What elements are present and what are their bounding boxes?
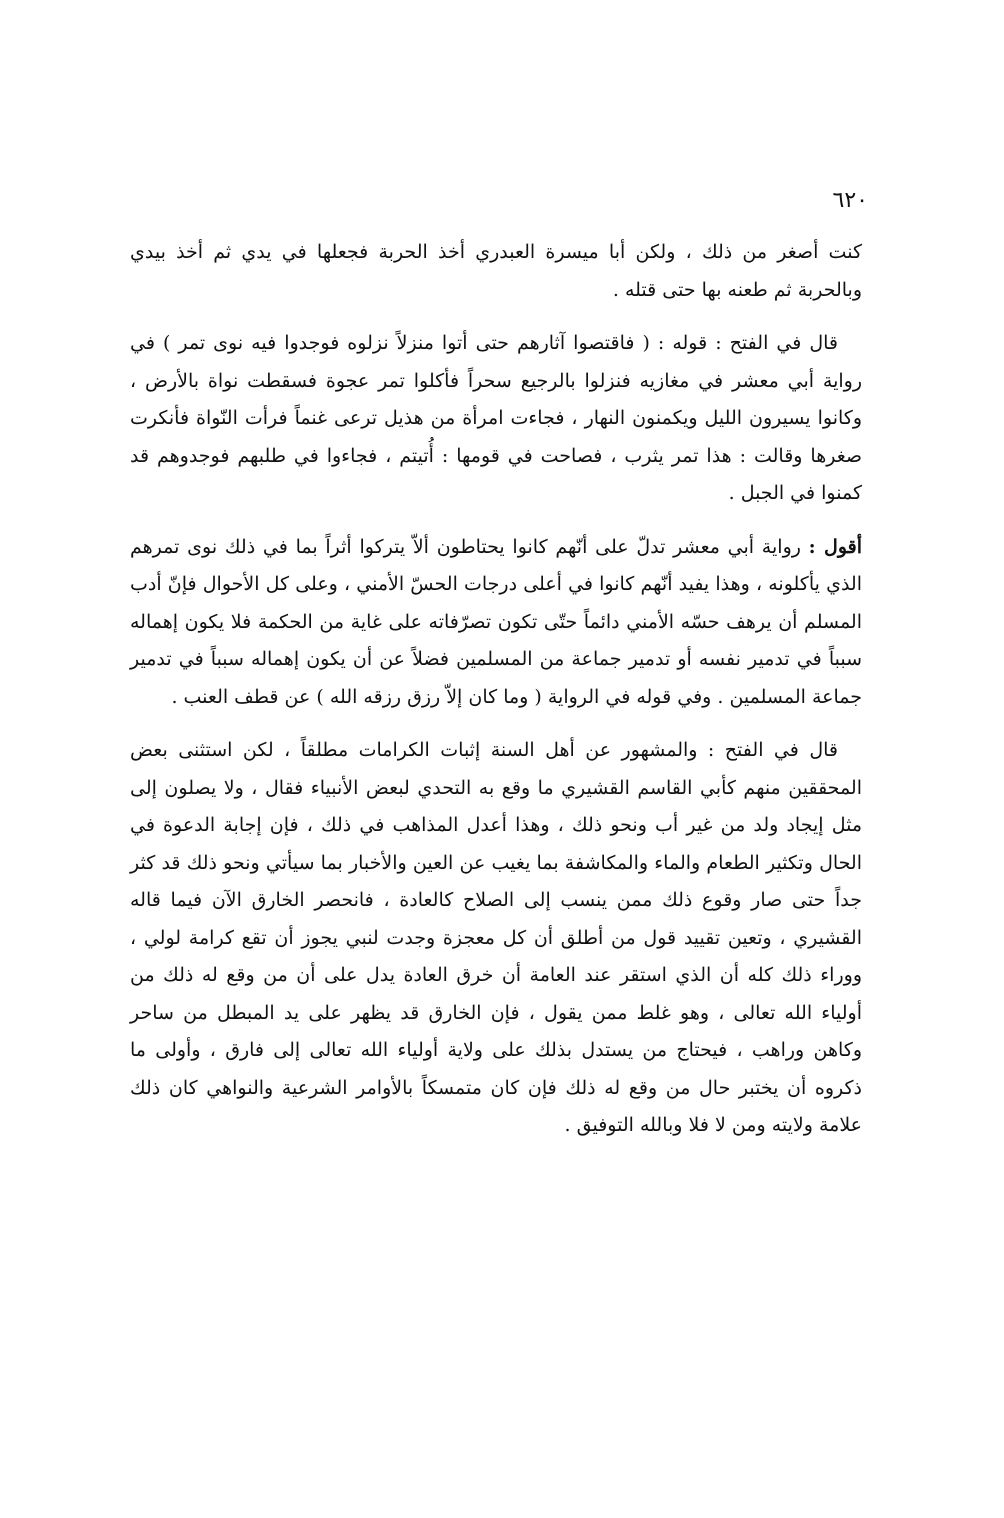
paragraph-4-text: قال في الفتح : والمشهور عن أهل السنة إثبات الكرامات مطلقاً ، لكن استثنى بعض المحققين منهم كأبي القاسم القشيري ما وقع به التحدي لبعض الأنبياء فقال ، ولا يصلون إلى مثل إيجاد ولد من غير أب ونحو ذلك ، وهذا أعدل المذاهب في ذلك ، فإن إجابة الدعوة في الحال وتكثير الطعام والماء والمكاشفة بما يغيب عن العين والأخبار بما سيأتي ونحو ذلك قد كثر جداً حتى صار وقوع ذلك ممن ينسب إلى الصلاح كالعادة ، فانحصر الخارق الآن فيما قاله القشيري ، وتعين تقييد قول من أطلق أن كل معجزة وجدت لنبي يجوز أن تقع كرامة لولي ، ووراء ذلك كله أن الذي استقر عند العامة أن خرق العادة يدل على أن من وقع له ذلك من أولياء الله تعالى ، وهو غلط ممن يقول ، فإن الخارق قد يظهر على يد المبطل من ساحر وكاهن وراهب ، فيحتاج من يستدل بذلك على ولاية أولياء الله تعالى إلى فارق ، وأولى ما ذكروه أن يختبر حال من وقع له ذلك فإن كان متمسكاً بالأوامر الشرعية والنواهي كان ذلك علامة ولايته ومن لا فلا وبالله التوفيق . (130, 739, 862, 1136)
paragraph-1 (130, 234, 862, 309)
paragraph-2 (130, 325, 862, 513)
paragraph-3-text: رواية أبي معشر تدلّ على أنّهم كانوا يحتاطون ألاّ يتركوا أثراً بما في ذلك نوى تمرهم الذي يأكلونه ، وهذا يفيد أنّهم كانوا في أعلى درجات الحسّ الأمني ، وعلى كل الأحوال فإنّ أدب المسلم أن يرهف حسّه الأمني دائماً حتّى تكون تصرّفاته على غاية من الحكمة فلا يكون إهماله سبباً في تدمير نفسه أو تدمير جماعة من المسلمين فضلاً عن أن يكون إهماله سبباً في تدمير جماعة المسلمين . وفي قوله في الرواية ( وما كان إلاّ رزق رزقه الله ) عن قطف العنب . (130, 535, 862, 708)
paragraph-1-text: كنت أصغر من ذلك ، ولكن أبا ميسرة العبدري أخذ الحربة فجعلها في يدي ثم أخذ بيدي وبالحربة ثم طعنه بها حتى قتله . (130, 241, 862, 301)
paragraph-3-lead: أقول : (808, 535, 862, 558)
paragraph-2-text: قال في الفتح : قوله : ( فاقتصوا آثارهم حتى أتوا منزلاً نزلوه فوجدوا فيه نوى تمر ) في رواية أبي معشر في مغازيه فنزلوا بالرجيع سحراً فأكلوا تمر عجوة فسقطت نواة بالأرض ، وكانوا يسيرون الليل ويكمنون النهار ، فجاءت امرأة من هذيل ترعى غنماً فرأت النّواة فأنكرت صغرها وقالت : هذا تمر يثرب ، فصاحت في قومها : أُتيتم ، فجاءوا في طلبهم فوجدوهم قد كمنوا في الجبل . (130, 332, 862, 504)
body-text (130, 234, 862, 1145)
page-number: ٦٢٠ (832, 188, 868, 213)
paragraph-4 (130, 732, 862, 1145)
paragraph-3 (130, 529, 862, 717)
